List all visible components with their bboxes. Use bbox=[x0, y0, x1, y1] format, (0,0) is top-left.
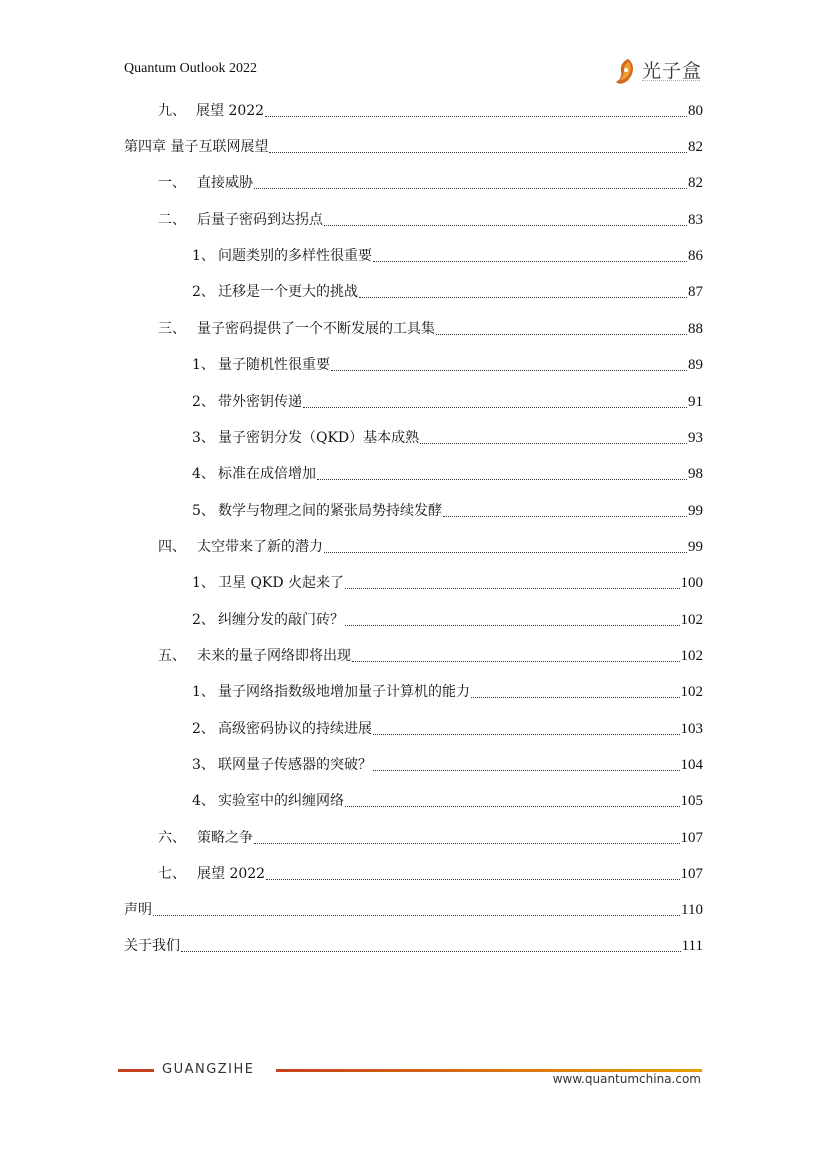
toc-page: 82 bbox=[688, 139, 703, 155]
toc-entry[interactable] bbox=[192, 716, 703, 738]
toc-page: 102 bbox=[680, 612, 703, 628]
toc-leader bbox=[345, 624, 680, 626]
toc-title: 策略之争 bbox=[197, 830, 253, 846]
toc-leader bbox=[443, 515, 687, 517]
toc-entry[interactable] bbox=[192, 607, 703, 629]
toc-entry[interactable] bbox=[192, 352, 703, 374]
toc-leader bbox=[269, 151, 687, 153]
logo-underline bbox=[642, 80, 700, 83]
toc-title: 高级密码协议的持续进展 bbox=[218, 721, 372, 737]
toc-number: 1、 bbox=[192, 357, 215, 373]
header-title: Quantum Outlook 2022 bbox=[124, 61, 257, 76]
toc-title: 第四章 量子互联网展望 bbox=[124, 139, 269, 155]
footer-url[interactable]: www.quantumchina.com bbox=[552, 1072, 701, 1086]
toc-leader bbox=[324, 224, 687, 226]
toc-leader bbox=[345, 805, 680, 807]
toc-entry[interactable] bbox=[124, 897, 703, 919]
toc-entry[interactable] bbox=[192, 243, 703, 265]
toc-number: 1、 bbox=[192, 248, 215, 264]
toc-title: 标准在成倍增加 bbox=[218, 466, 316, 482]
toc-leader bbox=[471, 696, 680, 698]
toc-leader bbox=[345, 587, 679, 589]
toc-number: 2、 bbox=[192, 394, 215, 410]
toc-number: 六、 bbox=[158, 830, 186, 846]
toc-number: 四、 bbox=[158, 539, 186, 555]
toc-number: 五、 bbox=[158, 648, 186, 664]
toc-entry[interactable] bbox=[158, 170, 703, 192]
toc-number: 2、 bbox=[192, 284, 215, 300]
toc-title: 数学与物理之间的紧张局势持续发酵 bbox=[218, 503, 442, 519]
toc-leader bbox=[373, 260, 687, 262]
logo-text: 光子盒 bbox=[642, 60, 703, 82]
toc-page: 102 bbox=[680, 684, 703, 700]
toc-entry[interactable] bbox=[124, 134, 703, 156]
toc-number: 5、 bbox=[192, 503, 215, 519]
toc-leader bbox=[359, 296, 687, 298]
toc-page: 82 bbox=[688, 175, 703, 191]
toc-title: 纠缠分发的敲门砖？ bbox=[218, 612, 344, 628]
toc-title: 问题类别的多样性很重要 bbox=[218, 248, 372, 264]
toc-title: 量子密钥分发（QKD）基本成熟 bbox=[218, 430, 420, 446]
toc-number: 1、 bbox=[192, 575, 215, 591]
toc-title: 关于我们 bbox=[124, 938, 180, 954]
toc-leader bbox=[266, 878, 679, 880]
toc-title: 后量子密码到达拐点 bbox=[197, 212, 323, 228]
toc-page: 89 bbox=[688, 357, 703, 373]
toc-title: 量子随机性很重要 bbox=[218, 357, 330, 373]
toc-number: 二、 bbox=[158, 212, 186, 228]
brand-logo bbox=[614, 56, 710, 88]
toc-number: 4、 bbox=[192, 793, 215, 809]
toc-leader bbox=[303, 406, 687, 408]
toc-page: 99 bbox=[688, 503, 703, 519]
toc-page: 110 bbox=[681, 902, 703, 918]
toc-leader bbox=[317, 478, 687, 480]
toc-leader bbox=[254, 187, 687, 189]
toc-page: 91 bbox=[688, 394, 703, 410]
toc-entry[interactable] bbox=[192, 425, 703, 447]
toc-page: 83 bbox=[688, 212, 703, 228]
toc-entry[interactable] bbox=[192, 752, 703, 774]
toc-number: 一、 bbox=[158, 175, 186, 191]
toc-number: 1、 bbox=[192, 684, 215, 700]
toc-entry[interactable] bbox=[192, 389, 703, 411]
toc-title: 量子网络指数级地增加量子计算机的能力 bbox=[218, 684, 470, 700]
toc-leader bbox=[324, 551, 687, 553]
toc-entry[interactable] bbox=[192, 679, 703, 701]
toc-leader bbox=[181, 950, 681, 952]
toc-title: 实验室中的纠缠网络 bbox=[218, 793, 344, 809]
toc-entry[interactable] bbox=[192, 498, 703, 520]
toc-number: 七、 bbox=[158, 866, 186, 882]
toc-title: 太空带来了新的潜力 bbox=[197, 539, 323, 555]
toc-entry[interactable] bbox=[158, 861, 703, 883]
toc-title: 未来的量子网络即将出现 bbox=[197, 648, 351, 664]
toc-leader bbox=[373, 733, 680, 735]
toc-title: 联网量子传感器的突破？ bbox=[218, 757, 372, 773]
toc-page: 103 bbox=[680, 721, 703, 737]
toc-entry[interactable] bbox=[158, 825, 703, 847]
toc-title: 展望 2022 bbox=[196, 103, 265, 119]
toc-page: 100 bbox=[680, 575, 703, 591]
toc-entry[interactable] bbox=[124, 933, 703, 955]
toc-number: 2、 bbox=[192, 721, 215, 737]
toc-page: 86 bbox=[688, 248, 703, 264]
toc-page: 98 bbox=[688, 466, 703, 482]
footer-accent-line bbox=[118, 1069, 154, 1072]
toc-number: 三、 bbox=[158, 321, 186, 337]
toc-leader bbox=[436, 333, 687, 335]
toc-entry[interactable] bbox=[158, 534, 703, 556]
toc-entry[interactable] bbox=[192, 279, 703, 301]
toc-entry[interactable] bbox=[158, 98, 703, 120]
toc-page: 111 bbox=[681, 938, 703, 954]
toc-title: 直接威胁 bbox=[197, 175, 253, 191]
toc-title: 声明 bbox=[124, 902, 152, 918]
toc-page: 80 bbox=[688, 103, 703, 119]
toc-leader bbox=[352, 660, 680, 662]
toc-page: 93 bbox=[688, 430, 703, 446]
toc-page: 102 bbox=[680, 648, 703, 664]
toc-number: 4、 bbox=[192, 466, 215, 482]
toc-entry[interactable] bbox=[158, 207, 703, 229]
toc-page: 87 bbox=[688, 284, 703, 300]
toc-number: 3、 bbox=[192, 430, 215, 446]
toc-number: 九、 bbox=[158, 103, 186, 119]
toc-entry[interactable] bbox=[158, 643, 703, 665]
toc-leader bbox=[153, 914, 680, 916]
toc-entry[interactable] bbox=[192, 570, 703, 592]
toc-page: 104 bbox=[680, 757, 703, 773]
toc-leader bbox=[331, 369, 687, 371]
toc-leader bbox=[373, 769, 680, 771]
toc-page: 99 bbox=[688, 539, 703, 555]
toc-leader bbox=[420, 442, 687, 444]
toc-leader bbox=[265, 115, 687, 117]
toc-page: 107 bbox=[680, 866, 703, 882]
footer-brand: GUANGZIHE bbox=[162, 1062, 255, 1077]
toc-number: 3、 bbox=[192, 757, 215, 773]
toc-title: 量子密码提供了一个不断发展的工具集 bbox=[197, 321, 435, 337]
toc-page: 107 bbox=[680, 830, 703, 846]
toc-page: 105 bbox=[680, 793, 703, 809]
toc-leader bbox=[254, 842, 680, 844]
guangzihe-logo-icon bbox=[614, 58, 636, 86]
toc-entry[interactable] bbox=[158, 316, 703, 338]
toc-title: 带外密钥传递 bbox=[218, 394, 302, 410]
toc-title: 迁移是一个更大的挑战 bbox=[218, 284, 358, 300]
toc-entry[interactable] bbox=[192, 788, 703, 810]
toc-entry[interactable] bbox=[192, 461, 703, 483]
toc-title: 展望 2022 bbox=[197, 866, 266, 882]
toc-number: 2、 bbox=[192, 612, 215, 628]
toc-title: 卫星 QKD 火起来了 bbox=[218, 575, 345, 591]
toc-page: 88 bbox=[688, 321, 703, 337]
